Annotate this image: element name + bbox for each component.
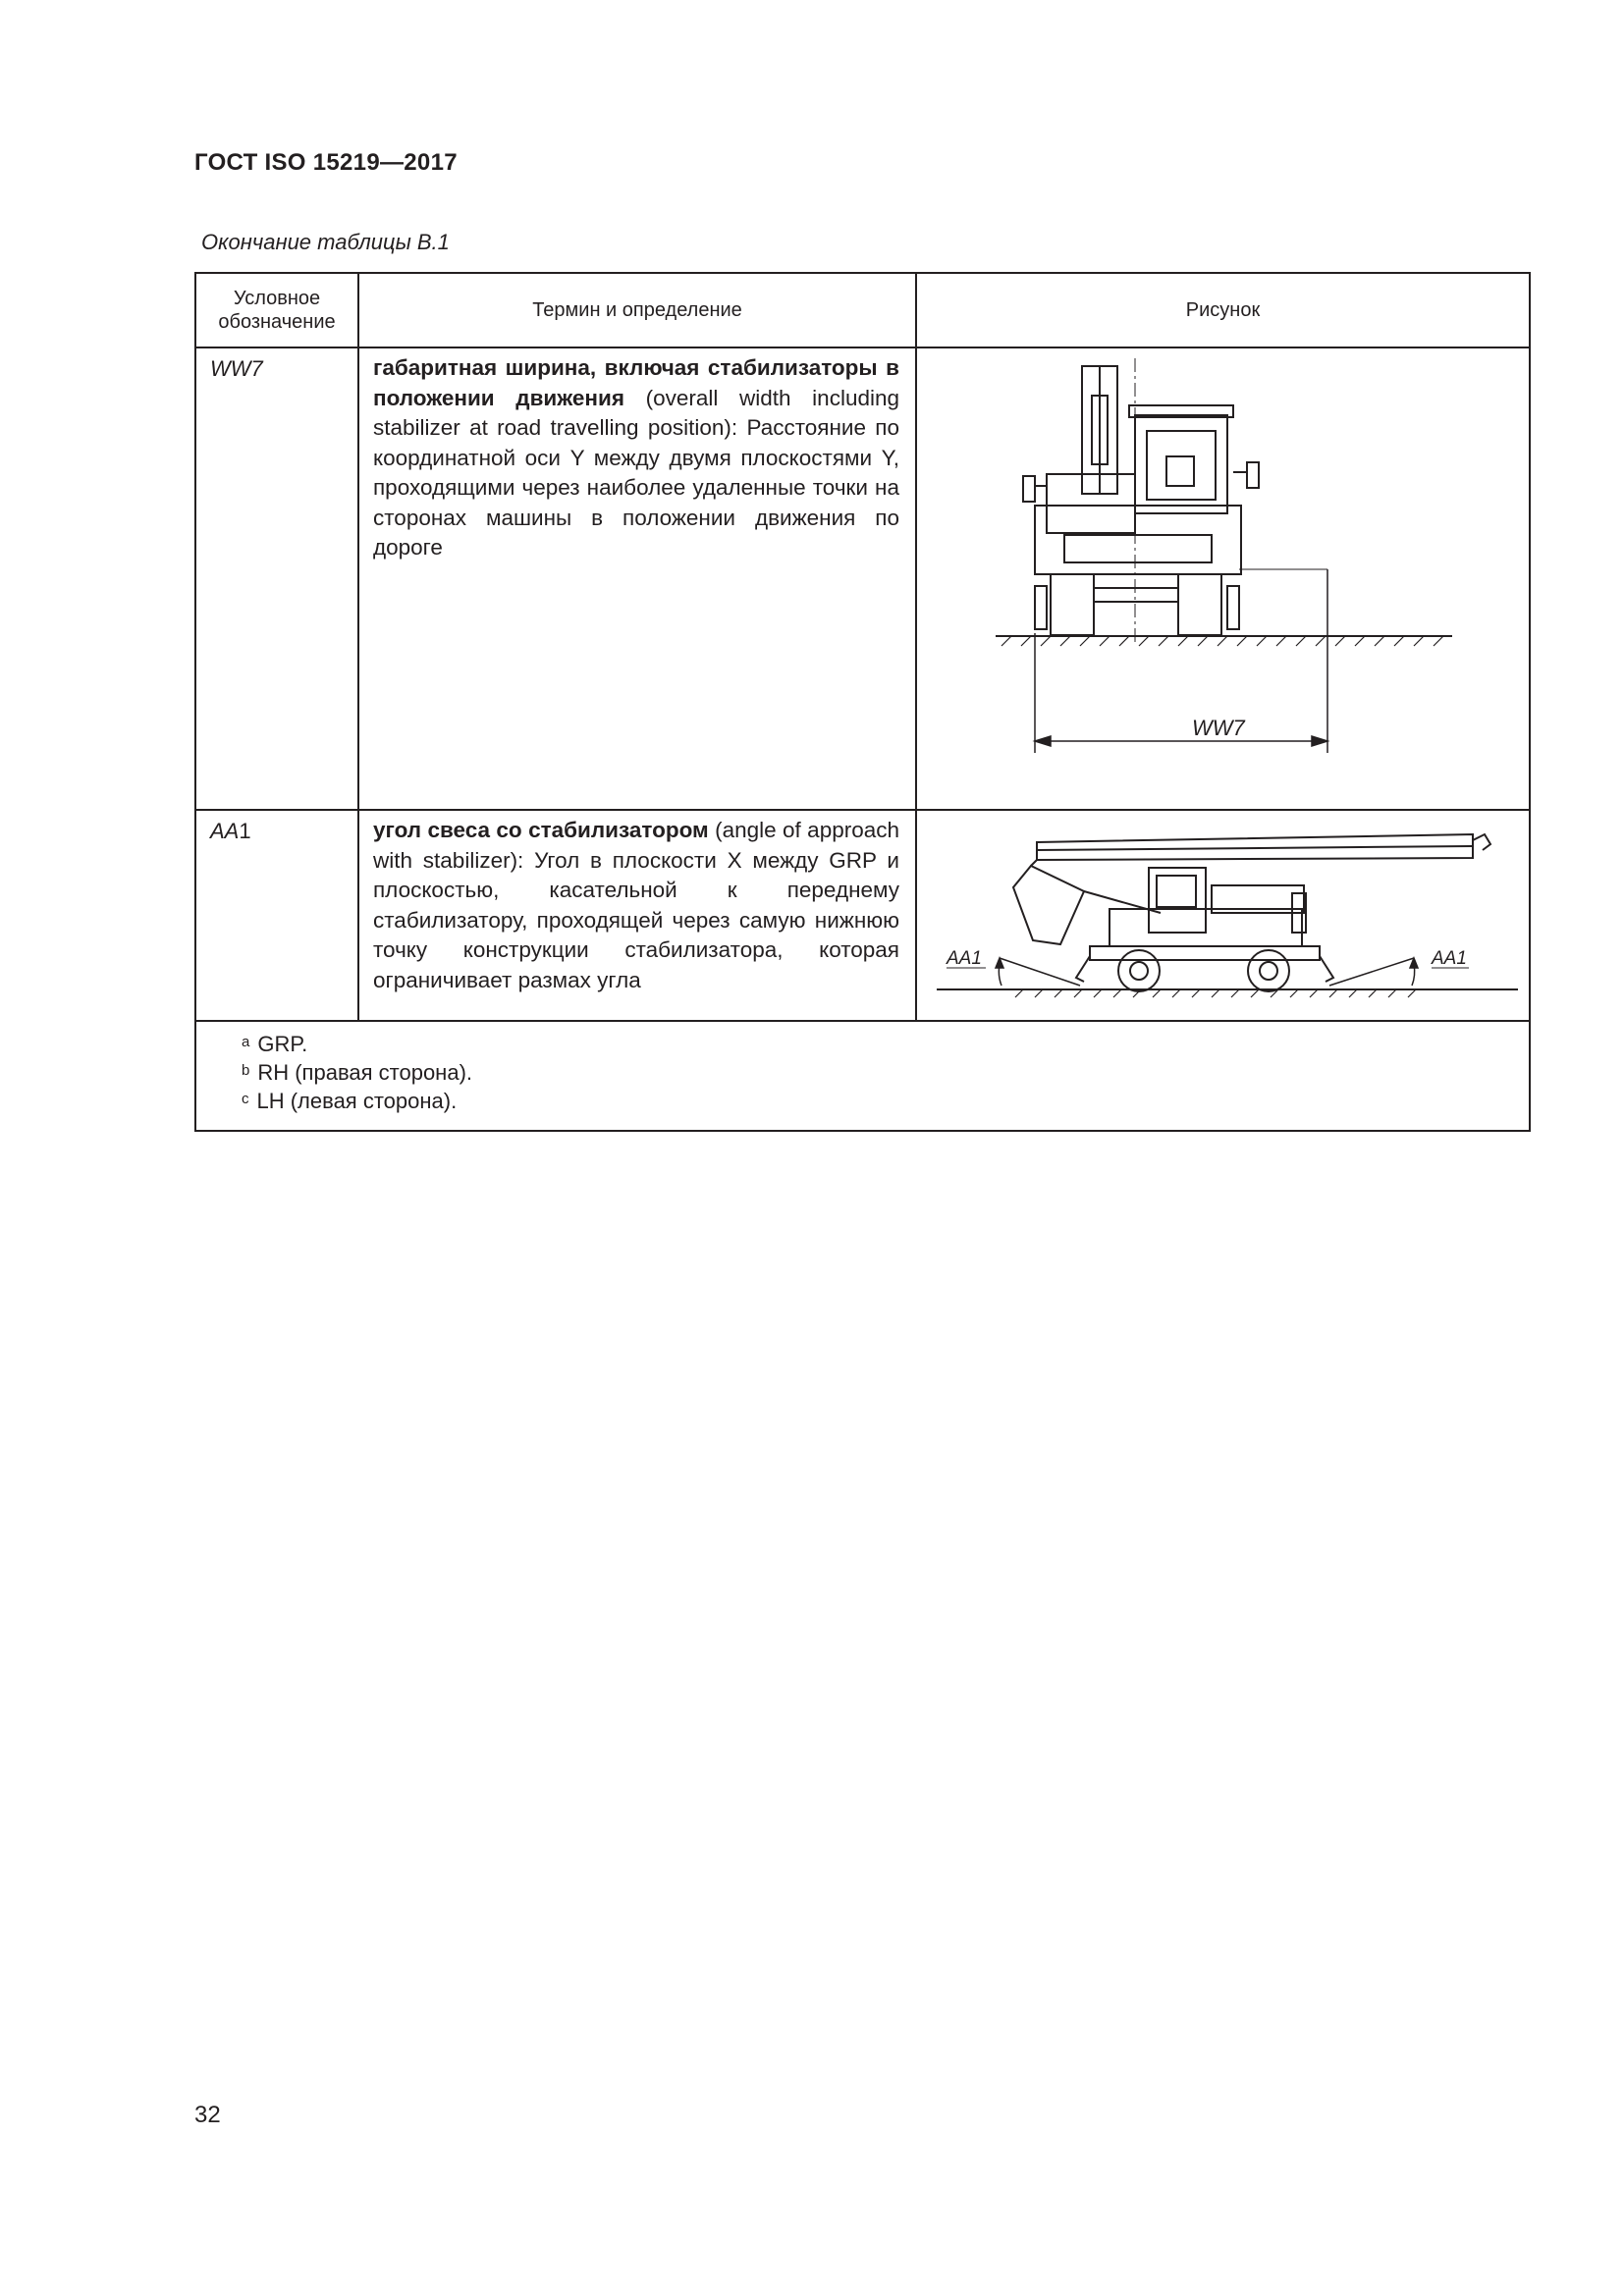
machine-body: [1047, 474, 1135, 533]
table-caption: Окончание таблицы В.1: [201, 230, 450, 254]
figure-ww7: [917, 348, 1531, 808]
wheel-right: [1178, 574, 1221, 635]
term-bold: габаритная ширина, включая стабилизаторы в положении движения: [373, 355, 899, 410]
figure-label-ww7: WW7: [1192, 716, 1245, 741]
footnote: $^b$ RH (правая сторона).: [242, 1059, 473, 1085]
stabilizer-left: [1035, 586, 1047, 629]
footnote: $^a$ GRP.: [242, 1031, 308, 1056]
row-definition: [358, 810, 916, 1020]
terms-table: [194, 272, 1531, 1132]
table-row: [195, 810, 1530, 1020]
angle-line-rear: [1329, 958, 1414, 986]
row-symbol: WW7: [195, 347, 358, 810]
row-symbol: AA1: [195, 810, 358, 1020]
column-header-term: Термин и определение: [358, 273, 916, 347]
wheel-rear: [1248, 950, 1289, 991]
column-header-figure: Рисунок: [916, 273, 1530, 347]
mirror-right: [1247, 462, 1259, 488]
footnotes: [195, 1021, 1530, 1131]
footnote: $^c$ LH (левая сторона).: [242, 1088, 458, 1113]
figure-cell: [916, 810, 1530, 1020]
dimension-ww7: [1035, 569, 1327, 753]
wheel-left: [1051, 574, 1094, 635]
figure-aa1: [917, 811, 1531, 1019]
footnotes-row: [195, 1021, 1530, 1131]
wheel-front: [1118, 950, 1160, 991]
stabilizer-rear: [1320, 956, 1333, 982]
table-header-row: [195, 273, 1530, 347]
angle-line-front: [1000, 958, 1080, 986]
figure-cell: [916, 347, 1530, 810]
term-bold: угол свеса со стабилизатором: [373, 818, 709, 843]
bucket: [1013, 866, 1084, 944]
mirror-left: [1023, 476, 1035, 502]
column-header-symbol: Условное обозначение: [195, 273, 358, 347]
stabilizer-front: [1076, 956, 1090, 982]
term-definition: (angle of approach with stabilizer): Угол в плоскости X между GRP и плоскостью, касательной к переднему стабилизатору, проходящей через самую нижнюю точку конструкции стабилизатора, которая ограничивает размах угла: [373, 818, 900, 992]
stabilizer-right: [1227, 586, 1239, 629]
term-definition: (overall width including stabilizer at road travelling position): Расстояние по координатной оси Y между двумя плоскостями Y, проходящими через наиболее удаленные точки на сторонах машины в положении движения по дороге: [373, 385, 899, 561]
row-definition: [358, 347, 916, 810]
page-number: 32: [194, 2102, 221, 2128]
table-row: [195, 347, 1530, 810]
document-header: ГОСТ ISO 15219—2017: [194, 149, 458, 176]
figure-label-aa1-left: AA1: [947, 948, 982, 970]
figure-label-aa1-right: AA1: [1432, 948, 1467, 970]
